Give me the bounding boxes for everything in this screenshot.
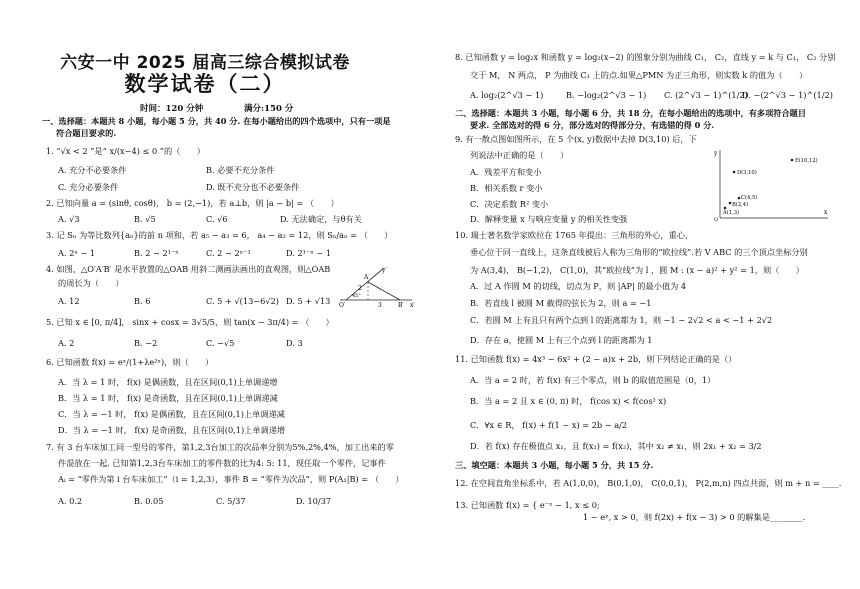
- svg-text:B(2,4): B(2,4): [732, 202, 749, 208]
- q9-stem: 9. 有一散点图如图所示，在 5 个(x, y)数据中去掉 D(3,10) 后，下: [455, 134, 697, 144]
- q10-stem: 10. 瑞士著名数学家欧拉在 1765 年提出：三角形的外心，重心，: [455, 230, 694, 240]
- q4-fig-label-2: 2: [358, 285, 362, 292]
- q5-stem: 5. 已知 x ∈ [0, π/4]， sinx + cosx = 3√5/5，则 tan(x − 3π/4) = （ ）: [46, 317, 334, 327]
- q4-figure: [338, 262, 418, 308]
- q10-option-c: C．若圆 M 上有且只有两个点到 l 的距离都为 1，则 −1 − 2√2 < a < −1 + 2√2: [470, 315, 773, 325]
- q6-option-b: B．当 λ = 1 时， f(x) 是奇函数，且在区间(0,1)上单调递减: [58, 393, 278, 403]
- q1-stem: 1. “√x < 2 ”是“ x/(x−4) ≤ 0 ”的（ ）: [46, 146, 205, 156]
- q8-stem: 8. 已知函数 y = log₂x 和函数 y = log₂(x−2) 的图象分别为曲线 C₁， C₂，直线 y = k 与 C₁， C₂ 分别: [455, 52, 836, 62]
- exam-subtitle: 数学试卷（二）: [124, 72, 286, 96]
- q4-option-d: D. 5 + √13: [286, 296, 331, 306]
- q11-option-a: A．当 a = 2 时，若 f(x) 有三个零点，则 b 的取值范围是（0，1）: [470, 375, 716, 385]
- section1-heading-2: 符合题目要求的.: [56, 128, 117, 138]
- q4-fig-side-ab: [368, 282, 400, 300]
- q5-option-b: B. −2: [134, 338, 158, 348]
- q9-fig-label-x: x: [824, 209, 828, 216]
- q11-stem: 11. 已知函数 f(x) = 4x³ − 6x² + (2 − a)x + 2b，则下列结论正确的是（）: [455, 354, 737, 364]
- q6-option-d: D．当 λ = −1 时， f(x) 是奇函数，且在区间(0,1)上单调递增: [58, 425, 286, 435]
- q8-option-b: B. −log₂(2^√3 − 1): [566, 90, 647, 100]
- q7-stem-3: Aᵢ = “零件为第 i 台车床加工”（i = 1,2,3），事件 B = “零件为次品”，则 P(A₁|B) = （ ）: [58, 474, 404, 484]
- q2-stem: 2. 已知向量 a = (sinθ, cosθ)， b = (2,−1)，若 a⊥b，则 |a − b| = （ ）: [46, 198, 339, 208]
- q9-fig-label-o: O: [714, 217, 719, 222]
- q9-option-b: B．相关系数 r 变小: [470, 183, 543, 193]
- q8-stem-2: 交于 M， N 两点， P 为曲线 C₁ 上的点.如果△PMN 为正三角形，则实数 k 的值为（ ）: [470, 70, 808, 80]
- q4-fig-label-3: 3: [378, 302, 382, 308]
- q2-option-b: B. √5: [134, 214, 156, 224]
- section1-heading: 一、选择题：本题共 8 小题，每小题 5 分，共 40 分. 在每小题给出的四个选项中，只有一项是: [42, 116, 391, 126]
- q10-option-b: B．若直线 l 被圆 M 截得的弦长为 2，则 a = −1: [470, 298, 652, 308]
- q12-stem: 12. 在空间直角坐标系中，若 A(1,0,0)， B(0,1,0)， C(0,0,1)， P(2,m,n) 四点共面，则 m + n = ____.: [455, 478, 842, 488]
- q6-option-a: A．当 λ = 1 时， f(x) 是偶函数，且在区间(0,1)上单调递增: [58, 377, 278, 387]
- q10-stem-2: 垂心位于同一直线上，这条直线被后人称为三角形的“欧拉线”.若 V ABC 的三个顶点坐标分别: [470, 247, 808, 257]
- q6-stem: 6. 已知函数 f(x) = eˣ/(1+λe²ˣ)，则（ ）: [46, 357, 214, 367]
- q9-fig-point-d: [733, 169, 757, 176]
- q1-option-a: A. 充分不必要条件: [58, 165, 127, 175]
- q1-option-c: C. 充分必要条件: [58, 182, 119, 192]
- q9-fig-point-a: [722, 207, 739, 216]
- exam-time: 时间：120 分钟: [140, 104, 204, 114]
- q11-option-d: D．若 f(x) 存在极值点 x₁，且 f(x₁) = f(x₂)，其中 x₂ ≠ x₁，则 2x₁ + x₂ = 3/2: [470, 441, 762, 451]
- section2-heading: 二、选择题：本题共 3 小题，每小题 6 分，共 18 分，在每小题给出的选项中，有多项符合题目: [455, 108, 807, 118]
- q4-option-b: B. 6: [134, 296, 151, 306]
- q11-option-b: B．当 a = 2 且 x ∈ (0, π) 时， f(cos x) < f(cos² x): [470, 396, 667, 406]
- q8-option-a: A. log₂(2^√3 − 1): [470, 90, 544, 100]
- q4-option-a: A. 12: [58, 296, 80, 306]
- q10-stem-3: 为 A(3,4)， B(−1,2)， C(1,0)，其“欧拉线”为 l ，圆 M : (x − a)² + y² = 1，则（ ）: [470, 265, 804, 275]
- q1-option-b: B. 必要不充分条件: [206, 165, 275, 175]
- q9-option-a: A．残差平方和变小: [470, 167, 542, 177]
- q3-option-a: A. 2ⁿ − 1: [58, 248, 96, 258]
- q9-option-c: C．决定系数 R² 变小: [470, 199, 549, 209]
- q7-option-d: D. 10/37: [296, 496, 332, 506]
- q9-option-d: D．解释变量 x 与响应变量 y 的相关性变强: [470, 214, 628, 224]
- q11-option-c: C．∀x ∈ R， f(x) + f(1 − x) = 2b − a/2: [470, 420, 628, 430]
- q4-fig-label-angle: 45°: [352, 293, 361, 299]
- q4-stem: 4. 如图，△O′A′B′ 是水平放置的△OAB 用斜二测画法画出的直观图，则△OAB: [46, 264, 331, 274]
- q2-option-a: A. √3: [58, 214, 80, 224]
- svg-text:D(3,10): D(3,10): [737, 170, 757, 176]
- svg-text:A(1,3): A(1,3): [723, 210, 740, 216]
- q10-option-d: D．存在 a，使圆 M 上有三个点到 l 的距离都为 1: [470, 335, 653, 345]
- q9-fig-point-b: [729, 201, 748, 208]
- section2-heading-2: 要求. 全部选对的得 6 分，部分选对的得部分分，有选错的得 0 分.: [470, 120, 715, 130]
- q8-option-d: D. −(2^√3 − 1)^(1/2): [742, 90, 833, 100]
- exam-title: 六安一中 2025 届高三综合模拟试卷: [60, 53, 350, 73]
- q5-option-d: D. 3: [286, 338, 303, 348]
- q3-stem: 3. 记 Sₙ 为等比数列{aₙ}的前 n 项和，若 a₅ − a₃ = 6， a₄ − a₂ = 12，则 Sₙ/aₙ = （ ）: [46, 230, 393, 240]
- q10-option-a: A．过 A 作圆 M 的切线，切点为 P，则 |AP| 的最小值为 4: [470, 281, 687, 291]
- q5-option-a: A. 2: [58, 338, 75, 348]
- q8-option-c: C. (2^√3 − 1)^(1/2): [664, 90, 748, 100]
- q9-fig-point-e: [791, 157, 818, 164]
- q7-option-a: A. 0.2: [58, 496, 83, 506]
- svg-text:C(4,5): C(4,5): [741, 195, 758, 201]
- q13-stem-line1: 13. 已知函数 f(x) = { e⁻ˣ − 1, x ≤ 0;: [455, 500, 600, 510]
- q9-fig-point-c: [738, 194, 758, 201]
- q7-option-b: B. 0.05: [134, 496, 164, 506]
- q4-stem-2: 的周长为（ ）: [58, 278, 124, 288]
- q9-scatter-figure: [712, 148, 830, 222]
- exam-score: 满分:150 分: [244, 104, 294, 114]
- q4-fig-label-x: x′: [410, 302, 415, 308]
- q6-option-c: C．当 λ = −1 时， f(x) 是偶函数，且在区间(0,1)上单调递减: [58, 409, 285, 419]
- svg-text:E(10,12): E(10,12): [795, 158, 818, 164]
- section3-heading: 三、填空题：本题共 3 小题，每小题 5 分，共 15 分.: [455, 460, 654, 470]
- q4-option-c: C. 5 + √(13−6√2): [206, 296, 279, 306]
- q1-option-d: D. 既不充分也不必要条件: [206, 182, 300, 192]
- q2-option-d: D. 无法确定，与θ有关: [280, 214, 362, 224]
- q9-fig-label-y: y: [714, 150, 718, 157]
- q13-stem-line2: 1 − eˣ, x > 0，则 f(2x) + f(x − 3) > 0 的解集是________.: [583, 512, 806, 522]
- q4-fig-label-b: B′: [398, 302, 404, 308]
- q4-fig-label-o: O′: [339, 302, 346, 308]
- q3-option-c: C. 2 − 2ⁿ⁻¹: [206, 248, 251, 258]
- q7-option-c: C. 5/37: [216, 496, 246, 506]
- q3-option-b: B. 2 − 2¹⁻ⁿ: [134, 248, 179, 258]
- q3-option-d: D. 2¹⁻ⁿ − 1: [286, 248, 332, 258]
- q7-stem-2: 件混放在一起. 已知第1,2,3台车床加工的零件数的比为4: 5: 11，现任取一个零件，记事件: [58, 458, 386, 468]
- q2-option-c: C. √6: [206, 214, 228, 224]
- q4-fig-label-a: A′: [364, 274, 370, 281]
- q9-stem-2: 列说法中正确的是（ ）: [470, 150, 569, 160]
- q5-option-c: C. −√5: [206, 338, 235, 348]
- q7-stem: 7. 有 3 台车床加工同一型号的零件，第1,2,3台加工的次品率分别为5%,2%,4%，加工出来的零: [46, 442, 394, 452]
- q4-fig-label-y: y′: [382, 267, 387, 274]
